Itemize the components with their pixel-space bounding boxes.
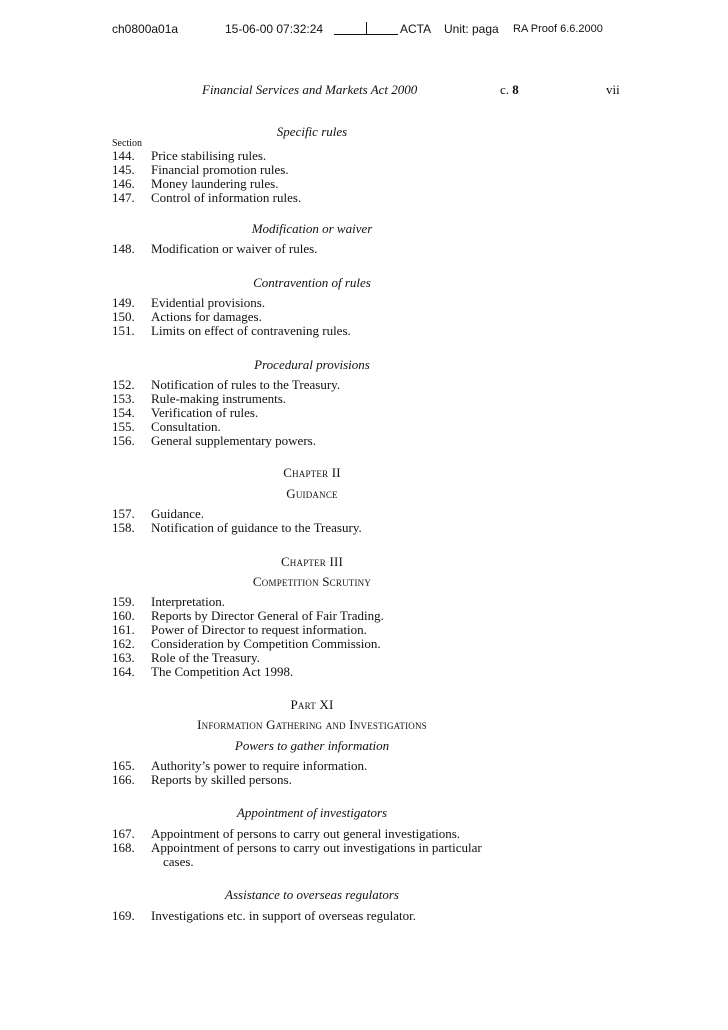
section-title: Verification of rules. (151, 405, 259, 420)
section-title-continuation: cases. (163, 854, 194, 869)
section-title: Actions for damages. (151, 309, 262, 324)
division-title: Competition Scrutiny (252, 574, 372, 589)
proof-rule-tick (366, 22, 367, 34)
proof-stamp: RA Proof 6.6.2000 (513, 23, 603, 35)
division-title: Guidance (286, 486, 338, 501)
chapter-number: 8 (512, 82, 519, 97)
section-number: 165. (112, 758, 135, 773)
section-title: Limits on effect of contravening rules. (151, 323, 351, 338)
section-number: 146. (112, 176, 135, 191)
section-number: 160. (112, 608, 135, 623)
file-id: ch0800a01a (112, 22, 179, 36)
section-number: 155. (112, 419, 135, 434)
section-title: Reports by Director General of Fair Trading. (151, 608, 384, 623)
cross-heading: Procedural provisions (254, 357, 370, 372)
section-number: 166. (112, 772, 135, 787)
section-number: 164. (112, 664, 135, 679)
cross-heading: Modification or waiver (251, 221, 373, 236)
section-column-label: Section (112, 138, 142, 149)
section-number: 157. (112, 506, 135, 521)
section-number: 159. (112, 594, 135, 609)
proof-unit: Unit: paga (444, 22, 499, 36)
section-title: Interpretation. (151, 594, 225, 609)
section-title: Control of information rules. (151, 190, 302, 205)
section-number: 162. (112, 636, 135, 651)
section-number: 147. (112, 190, 135, 205)
section-title: Modification or waiver of rules. (151, 241, 318, 256)
section-title: Reports by skilled persons. (151, 772, 292, 787)
division-title: Information Gathering and Investigations (197, 717, 427, 732)
section-title: Consultation. (151, 419, 221, 434)
section-number: 151. (112, 323, 135, 338)
chapter-number-heading: Chapter II (283, 465, 341, 480)
section-title: General supplementary powers. (151, 433, 316, 448)
section-number: 161. (112, 622, 135, 637)
cross-heading: Contravention of rules (253, 275, 371, 290)
section-title: Investigations etc. in support of overseas regulator. (151, 908, 416, 923)
section-number: 167. (112, 826, 135, 841)
section-title: Appointment of persons to carry out general investigations. (151, 826, 461, 841)
running-head-chapter (500, 82, 519, 98)
section-title: The Competition Act 1998. (151, 664, 294, 679)
section-number: 168. (112, 840, 135, 855)
section-title: Price stabilising rules. (151, 148, 267, 163)
section-number: 145. (112, 162, 135, 177)
section-title: Role of the Treasury. (151, 650, 260, 665)
section-number: 144. (112, 148, 135, 163)
section-title: Financial promotion rules. (151, 162, 289, 177)
running-head-title: Financial Services and Markets Act 2000 (202, 82, 418, 97)
section-title: Evidential provisions. (151, 295, 266, 310)
proof-datetime: 15-06-00 07:32:24 (225, 22, 324, 36)
section-number: 169. (112, 908, 135, 923)
section-title: Money laundering rules. (151, 176, 279, 191)
section-number: 148. (112, 241, 135, 256)
section-number: 156. (112, 433, 135, 448)
chapter-number-heading: Chapter III (280, 554, 344, 569)
section-number: 150. (112, 309, 135, 324)
section-title: Notification of guidance to the Treasury. (151, 520, 362, 535)
section-title: Power of Director to request information. (151, 622, 367, 637)
proof-code: ACTA (400, 22, 432, 36)
section-title: Rule-making instruments. (151, 391, 287, 406)
section-number: 149. (112, 295, 135, 310)
cross-heading: Specific rules (276, 124, 348, 139)
section-title: Authority’s power to require information. (151, 758, 368, 773)
part-number-heading: Part XI (290, 697, 334, 712)
cross-heading: Powers to gather information (234, 738, 390, 753)
cross-heading: Appointment of investigators (236, 805, 388, 820)
section-title: Appointment of persons to carry out investigations in particular (151, 840, 482, 855)
section-number: 158. (112, 520, 135, 535)
section-title: Guidance. (151, 506, 205, 521)
section-title: Consideration by Competition Commission. (151, 636, 381, 651)
section-number: 153. (112, 391, 135, 406)
section-number: 154. (112, 405, 135, 420)
chapter-prefix: c. (500, 82, 510, 97)
section-number: 163. (112, 650, 135, 665)
section-number: 152. (112, 377, 135, 392)
section-title: Notification of rules to the Treasury. (151, 377, 341, 392)
page-number: vii (606, 82, 620, 97)
proof-rule (334, 34, 398, 35)
cross-heading: Assistance to overseas regulators (225, 887, 399, 902)
